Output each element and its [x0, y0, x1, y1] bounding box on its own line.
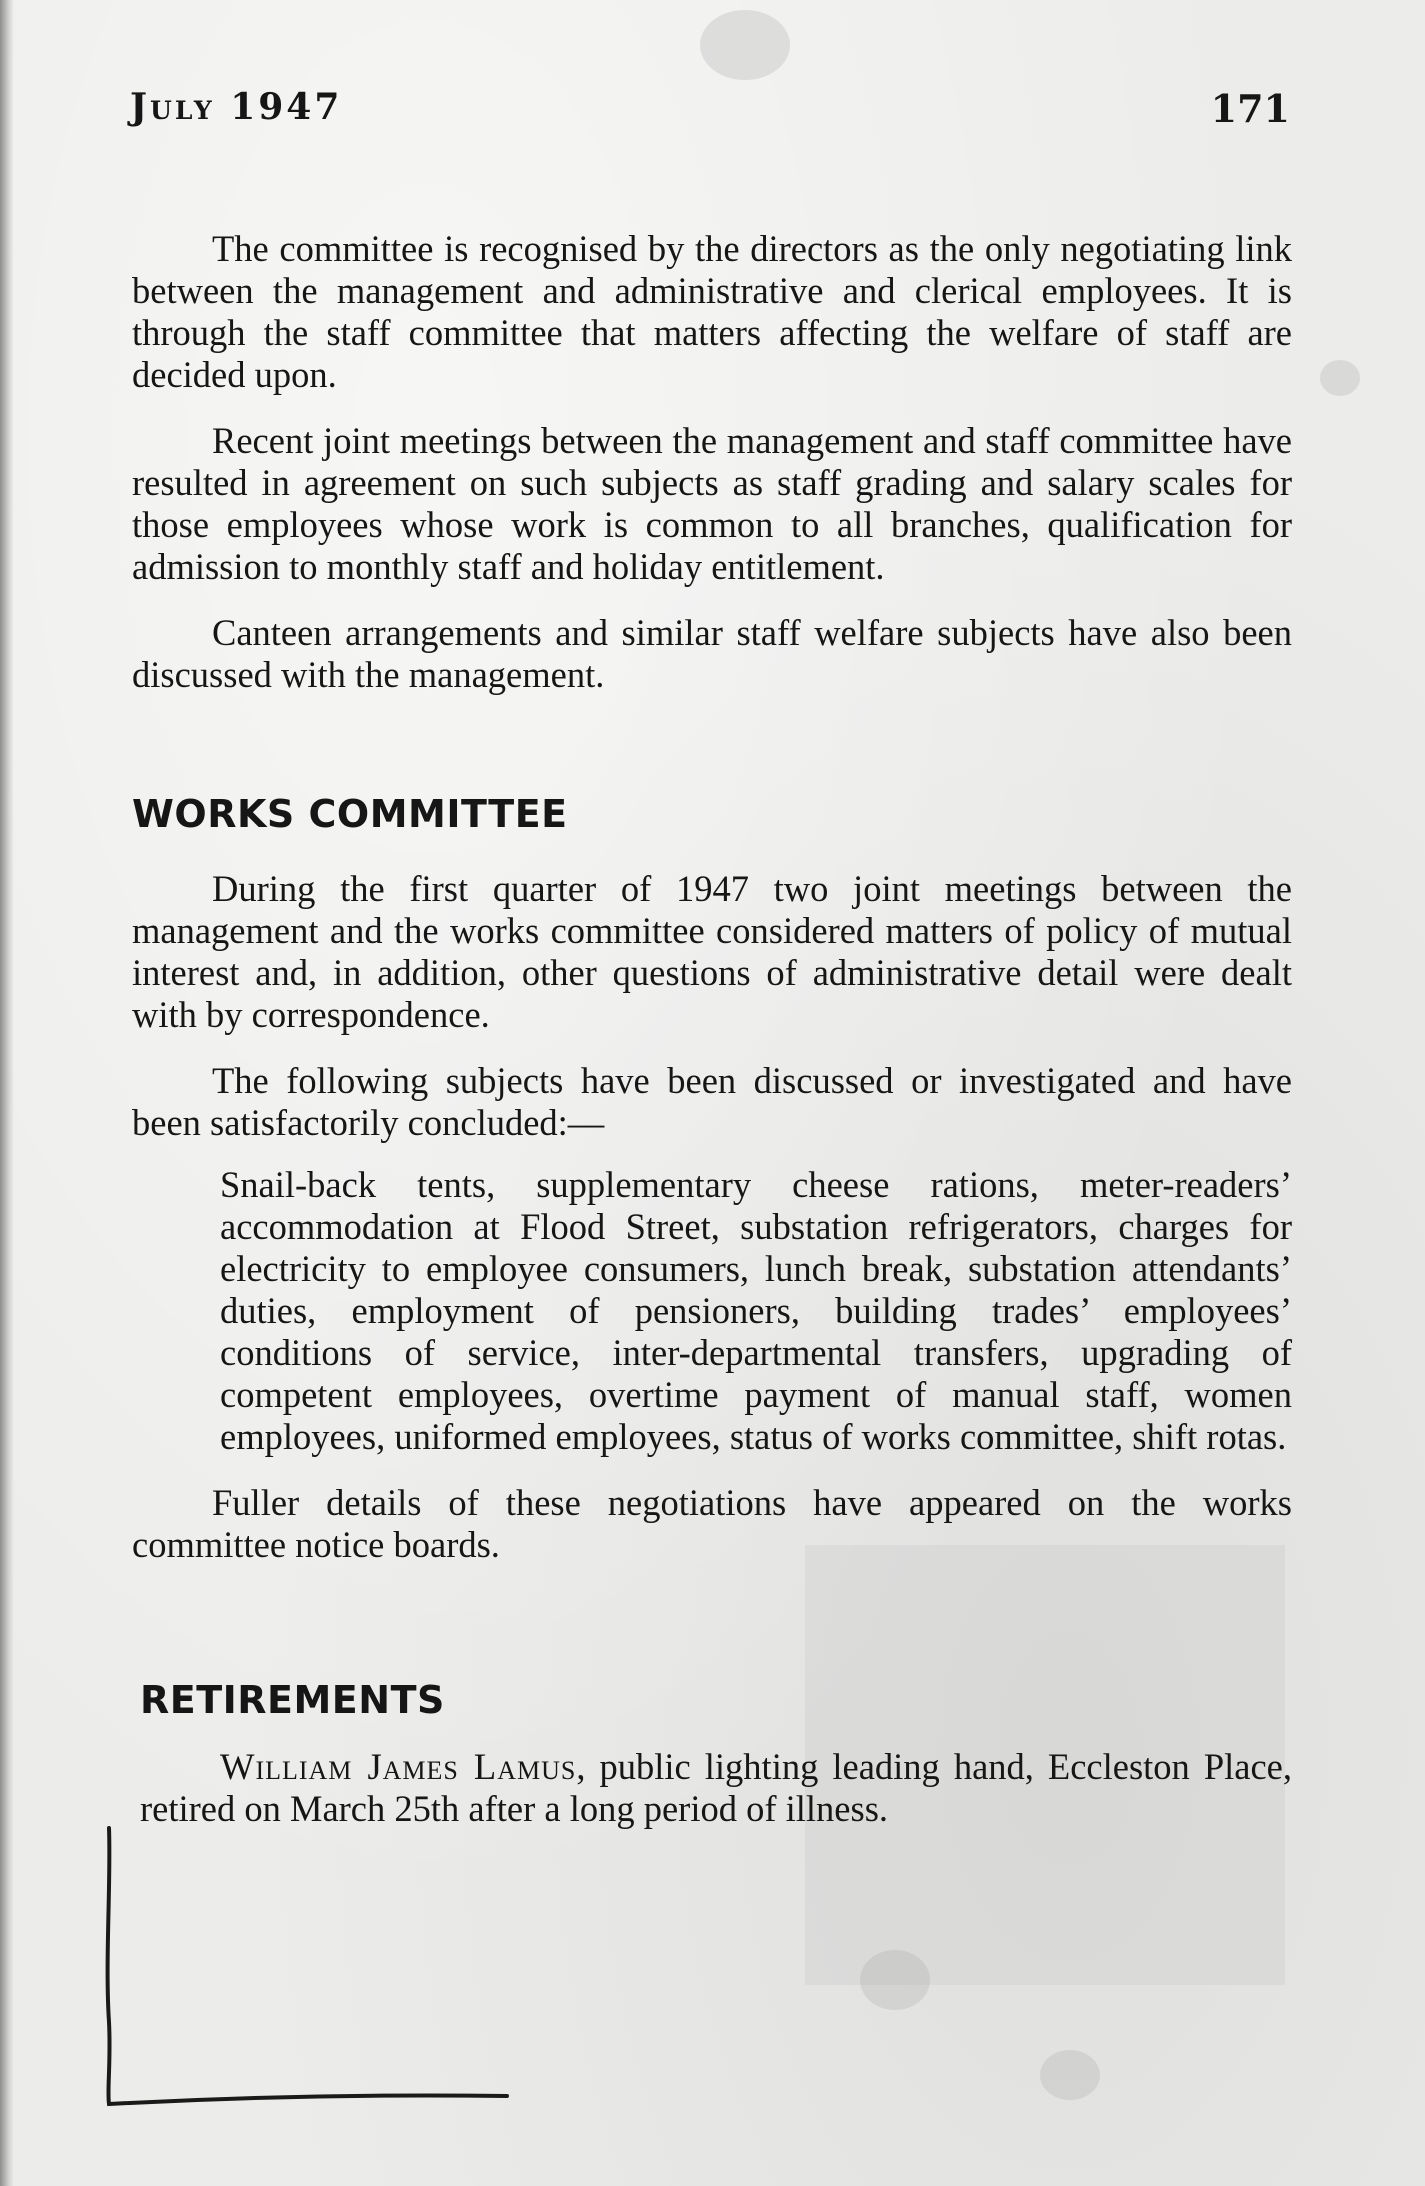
retirements-heading: RETIREMENTS [140, 1678, 445, 1722]
margin-bracket-mark [103, 1822, 523, 2122]
works-committee-heading: WORKS COMMITTEE [132, 792, 568, 836]
paper-stain [1320, 360, 1360, 396]
article-body [132, 228, 1292, 1830]
intro-paragraph: Canteen arrangements and similar staff welfare subjects have also been discussed with the management. [132, 612, 1292, 695]
paper-stain [860, 1950, 930, 2010]
retiree-name: William James Lamus [220, 1746, 577, 1787]
paper-stain [1040, 2050, 1100, 2100]
works-committee-paragraph: Fuller details of these negotiations have appeared on the works committee notice boards. [132, 1482, 1292, 1565]
running-head: July 1947 [130, 86, 343, 128]
retirement-text: , public lighting leading hand, Eccleston Place, retired on March 25th after a long period of illness. [140, 1746, 1293, 1829]
intro-paragraph: The committee is recognised by the directors as the only negotiating link between the management and administrative and clerical employees. It is through the staff committee that matters affecting the welfare of staff are decided upon. [132, 228, 1292, 395]
subjects-list: Snail-back tents, supplementary cheese rations, meter-readers’ accommodation at Flood Street, substation refrigerators, charges for electricity to employee consumers, lunch break, substation attendants’ duties, employment of pensioners, building trades’ employees’ conditions of service, inter-departmental transfers, upgrading of competent employees, overtime payment of manual staff, women employees, uniformed employees, status of works committee, shift rotas. [220, 1164, 1292, 1457]
page-number: 171 [1210, 86, 1290, 131]
works-committee-paragraph: The following subjects have been discussed or investigated and have been satisfactorily concluded:— [132, 1060, 1292, 1143]
intro-paragraph: Recent joint meetings between the management and staff committee have resulted in agreement on such subjects as staff grading and salary scales for those employees whose work is common to all branches, qualification for admission to monthly staff and holiday entitlement. [132, 420, 1292, 587]
page-binding-edge [0, 0, 14, 2186]
works-committee-paragraph: During the first quarter of 1947 two joint meetings between the management and the works committee considered matters of policy of mutual interest and, in addition, other questions of administrative detail were dealt with by correspondence. [132, 868, 1292, 1035]
page-header [130, 86, 1290, 146]
retirement-notice [140, 1746, 1292, 1830]
paper-stain [700, 10, 790, 80]
